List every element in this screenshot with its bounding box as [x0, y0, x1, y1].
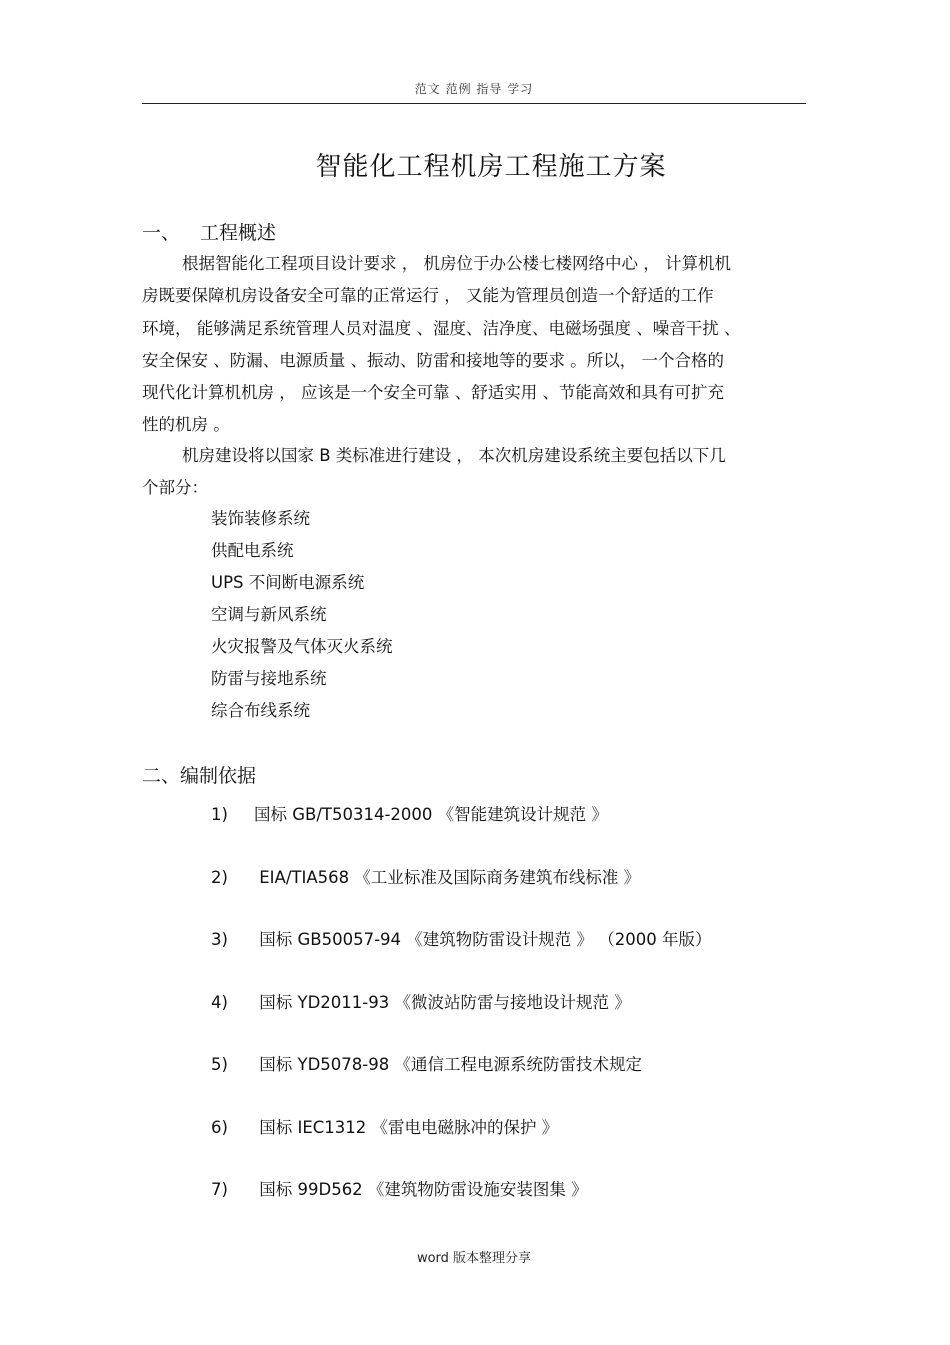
- item-text: 国标 YD2011-93 《微波站防雷与接地设计规范 》: [254, 992, 631, 1012]
- paragraph-line: 性的机房 。: [142, 415, 230, 435]
- list-item: UPS 不间断电源系统: [211, 573, 365, 592]
- paragraph-line: 房既要保障机房设备安全可靠的正常运行 ， 又能为管理员创造一个舒适的工作: [142, 286, 714, 306]
- paragraph-line: 现代化计算机机房 ， 应该是一个安全可靠 、舒适实用 、节能高效和具有可扩充: [142, 383, 724, 403]
- section-title: 工程概述: [200, 222, 277, 244]
- item-number: 1): [211, 805, 228, 824]
- scope-paragraph: [142, 440, 822, 505]
- item-number: 5): [211, 1055, 228, 1074]
- document-title: 智能化工程机房工程施工方案: [315, 152, 667, 182]
- list-item: [211, 925, 712, 988]
- item-text: 国标 YD5078-98 《通信工程电源系统防雷技术规定: [254, 1055, 642, 1074]
- paragraph-line: 个部分：: [142, 478, 208, 498]
- list-item: [211, 1050, 712, 1113]
- section-number: 一、: [142, 222, 181, 244]
- item-text: EIA/TIA568 《工业标准及国际商务建筑布线标准 》: [254, 867, 641, 887]
- section-title: 编制依据: [180, 765, 257, 787]
- list-item: 装饰装修系统: [211, 509, 310, 528]
- list-item: [211, 1175, 712, 1238]
- item-text: 国标 GB50057-94 《建筑物防雷设计规范 》 （2000 年版）: [254, 930, 712, 949]
- page-footer: word 版本整理分享: [416, 1251, 532, 1266]
- list-item: 防雷与接地系统: [211, 669, 327, 688]
- list-item: [211, 863, 712, 926]
- list-item: 综合布线系统: [211, 701, 310, 720]
- references-list: [211, 800, 712, 1238]
- item-text: 国标 GB/T50314-2000 《智能建筑设计规范 》: [254, 805, 608, 824]
- paragraph-line: 安全保安 、防漏、电源质量 、振动、防雷和接地等的要求 。所以， 一个合格的: [142, 350, 724, 370]
- page-header: 范文 范例 指导 学习: [414, 82, 534, 96]
- list-item: [211, 1113, 712, 1176]
- item-number: 4): [211, 992, 228, 1012]
- paragraph-line: 环境， 能够满足系统管理人员对温度 、湿度、洁净度、电磁场强度 、噪音干扰 、: [142, 318, 741, 338]
- paragraph-line: 机房建设将以国家 B 类标准进行建设 ， 本次机房建设系统主要包括以下几: [182, 446, 726, 465]
- paragraph-line: 根据智能化工程项目设计要求 ， 机房位于办公楼七楼网络中心 ， 计算机机: [182, 254, 731, 273]
- header-divider: [142, 103, 806, 104]
- item-number: 7): [211, 1180, 228, 1199]
- list-item: 供配电系统: [211, 541, 294, 560]
- item-number: 2): [211, 867, 228, 887]
- item-number: 6): [211, 1117, 228, 1137]
- section-heading-overview: [142, 218, 276, 245]
- overview-paragraph: [142, 248, 822, 442]
- list-item: 空调与新风系统: [211, 605, 327, 624]
- item-text: 国标 IEC1312 《雷电电磁脉冲的保护 》: [254, 1117, 559, 1137]
- item-number: 3): [211, 930, 228, 949]
- list-item: [211, 800, 712, 863]
- section-number: 二、: [142, 765, 181, 787]
- section-heading-basis: [142, 761, 256, 788]
- item-text: 国标 99D562 《建筑物防雷设施安装图集 》: [254, 1180, 588, 1199]
- systems-list: [211, 503, 393, 727]
- list-item: 火灾报警及气体灭火系统: [211, 637, 393, 656]
- list-item: [211, 988, 712, 1051]
